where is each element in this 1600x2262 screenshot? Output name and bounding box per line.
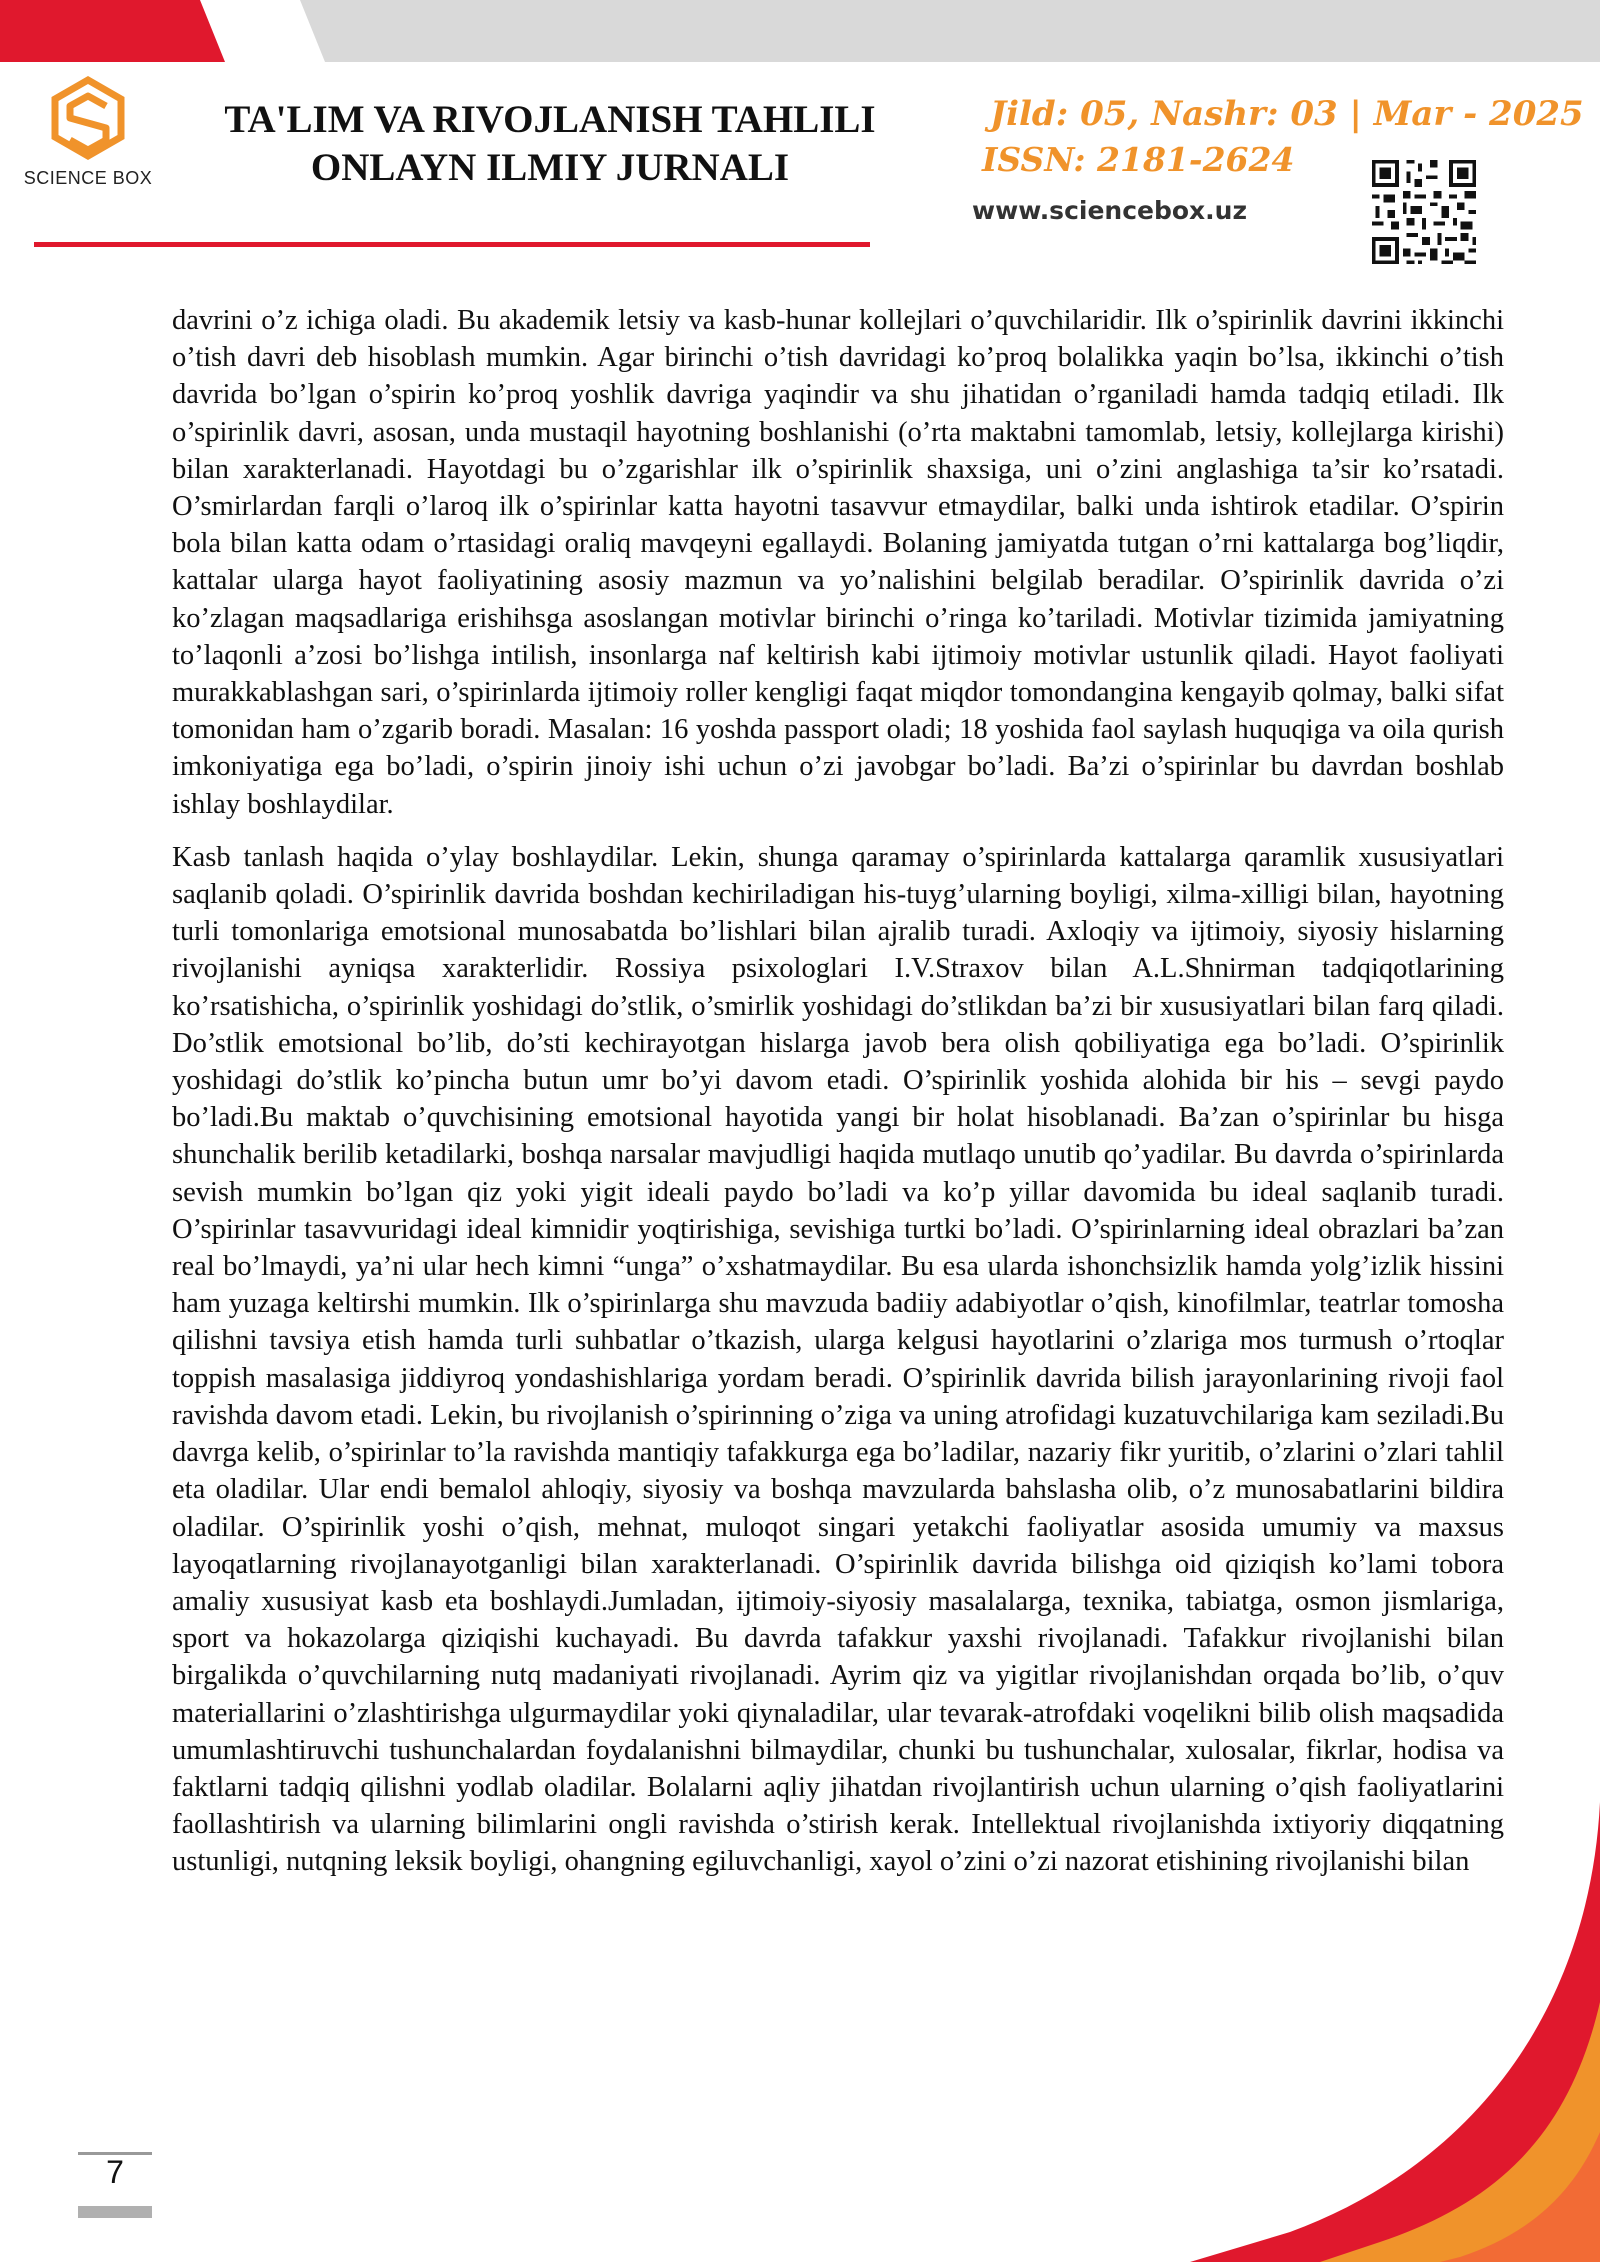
issue-info: Jild: 05, Nashr: 03 | Mar - 2025 <box>990 94 1584 134</box>
page-number-bar <box>78 2206 152 2218</box>
body-paragraph-2: Kasb tanlash haqida o’ylay boshlaydilar. Lekin, shunga qaramay o’spirinlarda kattalarga qaramlik xususiyatlari saqlanib qoladi. O’spirinlik davrida boshdan kechiriladigan his-tuyg’ularning boyligi, xilma-xilligi bilan, hayotning turli tomonlariga emotsional munosabatda bo’lishlari bilan ajralib turadi. Axloqiy va ijtimoiy, siyosiy hislarning rivojlanishi ayniqsa xarakterlidir. Rossiya psixologlari I.V.Straxov bilan A.L.Shnirman tadqiqotlarining ko’rsatishicha, o’spirinlik yoshidagi do’stlik, o’smirlik yoshidagi do’stlikdan ba’zi bir xususiyatlari bilan farq qiladi. Do’stlik emotsional bo’lib, do’sti kechirayotgan hislarga javob bera olish qobiliyatiga ega bo’ladi. O’spirinlik yoshidagi do’stlik ko’pincha butun umr bo’yi davom etadi. O’spirinlik yoshida alohida bir his – sevgi paydo bo’ladi.Bu maktab o’quvchisining emotsional hayotida yangi bir holat hisoblanadi. Ba’zan o’spirinlar bu hisga shunchalik berilib ketadilarki, boshqa narsalar mavjudligi haqida mutlaqo unutib qo’yadilar. Bu davrda o’spirinlarda sevish mumkin bo’lgan qiz yoki yigit ideali paydo bo’ladi va ko’p yillar davomida bu ideal saqlanib turadi. O’spirinlar tasavvuridagi ideal kimnidir yoqtirishiga, sevishiga turtki bo’ladi. O’spirinlarning ideal obrazlari ba’zan real bo’lmaydi, ya’ni ular hech kimni “unga” o’xshatmaydilar. Bu esa ularda ishonchsizlik hamda yolg’izlik hissini ham yuzaga keltirshi mumkin. Ilk o’spirinlarga shu mavzuda badiiy adabiyotlar o’qish, kinofilmlar, teatrlar tomosha qilishni tavsiya etish hamda turli suhbatlar o’tkazish, ularga kelgusi hayotlarini o’zlariga mos turmush o’rtoqlar toppish masalasiga jiddiyroq yondashishlariga yordam beradi. O’spirinlik davrida bilish jarayonlarining rivoji faol ravishda davom etadi. Lekin, bu rivojlanish o’spirinning o’ziga va uning atrofidagi kuzatuvchilariga kam seziladi.Bu davrga kelib, o’spirinlar to’la ravishda mantiqiy tafakkurga ega bo’ladilar, nazariy fikr yuritib, o’zlarini o’zlari tahlil eta oladilar. Ular endi bemalol ahloqiy, siyosiy va boshqa mavzularda bahslasha olib, o’z munosabatlarini bildira oladilar. O’spirinlik yoshi o’qish, mehnat, muloqot singari yetakchi faoliyatlar asosida umumiy va maxsus layoqatlarning rivojlanayotganligi bilan xarakterlanadi. O’spirinlik davrida bilishga oid qiziqish ko’lami tobora amaliy xususiyat kasb eta boshlaydi.Jumladan, ijtimoiy-siyosiy masalalarga, texnika, tabiatga, osmon jismlariga, sport va hokazolarga qiziqishi kuchayadi. Bu davrda tafakkur yaxshi rivojlanadi. Tafakkur rivojlanishi bilan birgalikda o’quvchilarning nutq madaniyati rivojlanadi. Ayrim qiz va yigitlar rivojlanishdan orqada bo’lib, o’quv materiallarini o’zlashtirishga ulgurmaydilar yoki qiynaladilar, ular tevarak-atrofdaki voqelikni bilib olish maqsadida umumlashtiruvchi tushunchalardan foydalanishni bilmaydilar, chunki bu tushunchalar, xulosalar, fikrlar, hodisa va faktlarni tadqiq qilishni yodlab oladilar. Bolalarni aqliy jihatdan rivojlantirish uchun ularning o’qish faoliyatlarini faollashtirish va ularning bilimlarini ongli ravishda o’stirish kerak. Intellektual rivojlanishda ixtiyoriy diqqatning ustunligi, nutqning leksik boyligi, ohangning egiluvchanligi, xayol o’zini o’zi nazorat etishining rivojlanishi bilan <box>172 841 1504 1878</box>
article-body <box>172 302 1504 1897</box>
journal-title-line1: TA'LIM VA RIVOJLANISH TAHLILI <box>224 98 876 141</box>
qr-code-icon <box>1368 156 1480 268</box>
issn-info: ISSN: 2181-2624 <box>982 140 1295 179</box>
header-red-rule <box>34 242 870 247</box>
header-band <box>0 0 1600 62</box>
journal-logo <box>8 70 168 200</box>
sciencebox-logo-icon <box>8 70 168 166</box>
footer-corner-decoration <box>960 1802 1600 2262</box>
website-link[interactable]: www.sciencebox.uz <box>972 196 1248 225</box>
body-paragraph-1: davrini o’z ichiga oladi. Bu akademik letsiy va kasb-hunar kollejlari o’quvchilaridir. Ilk o’spirinlik davrini ikkinchi o’tish davri deb hisoblash mumkin. Agar birinchi o’tish davridagi ko’proq bolalikka yaqin bo’lsa, ikkinchi o’tish davrida bo’lgan o’spirin ko’proq yoshlik davriga yaqindir va shu jihatidan o’rganiladi hamda tadqiq etiladi. Ilk o’spirinlik davri, asosan, unda mustaqil hayotning boshlanishi (o’rta maktabni tamomlab, letsiy, kollejlarga kirishi) bilan xarakterlanadi. Hayotdagi bu o’zgarishlar ilk o’spirinlik shaxsiga, uni o’zini anglashiga ta’sir ko’rsatadi. O’smirlardan farqli o’laroq ilk o’spirinlar katta hayotni tasavvur etmaydilar, balki unda ishtirok etadilar. O’spirin bola bilan katta odam o’rtasidagi oraliq mavqeyni egallaydi. Bolaning jamiyatda tutgan o’rni kattalarga bog’liqdir, kattalar ularga hayot faoliyatining asosiy mazmun va yo’nalishini belgilab beradilar. O’spirinlik davrida o’zi ko’zlagan maqsadlariga erishihsga asoslangan motivlar birinchi o’ringa ko’tariladi. Motivlar tizimida jamiyatning to’laqonli a’zosi bo’lishga intilish, insonlarga naf keltirish kabi ijtimoiy motivlar ustunlik qiladi. Hayot faoliyati murakkablashgan sari, o’spirinlarda ijtimoiy roller kengligi faqat miqdor tomondangina kengayib qolmay, balki sifat tomonidan ham o’zgarib boradi. Masalan: 16 yoshda passport oladi; 18 yoshida faol saylash huquqiga va oila qurish imkoniyatiga ega bo’ladi, o’spirin jinoiy ishi uchun o’zi javobgar bo’ladi. Ba’zi o’spirinlar bu davrdan boshlab ishlay boshlaydilar. <box>172 305 1504 820</box>
journal-title-line2: ONLAYN ILMIY JURNALI <box>310 146 790 189</box>
journal-title <box>190 96 910 192</box>
page-number: 7 <box>106 2154 124 2190</box>
logo-text: SCIENCE BOX <box>23 168 153 188</box>
